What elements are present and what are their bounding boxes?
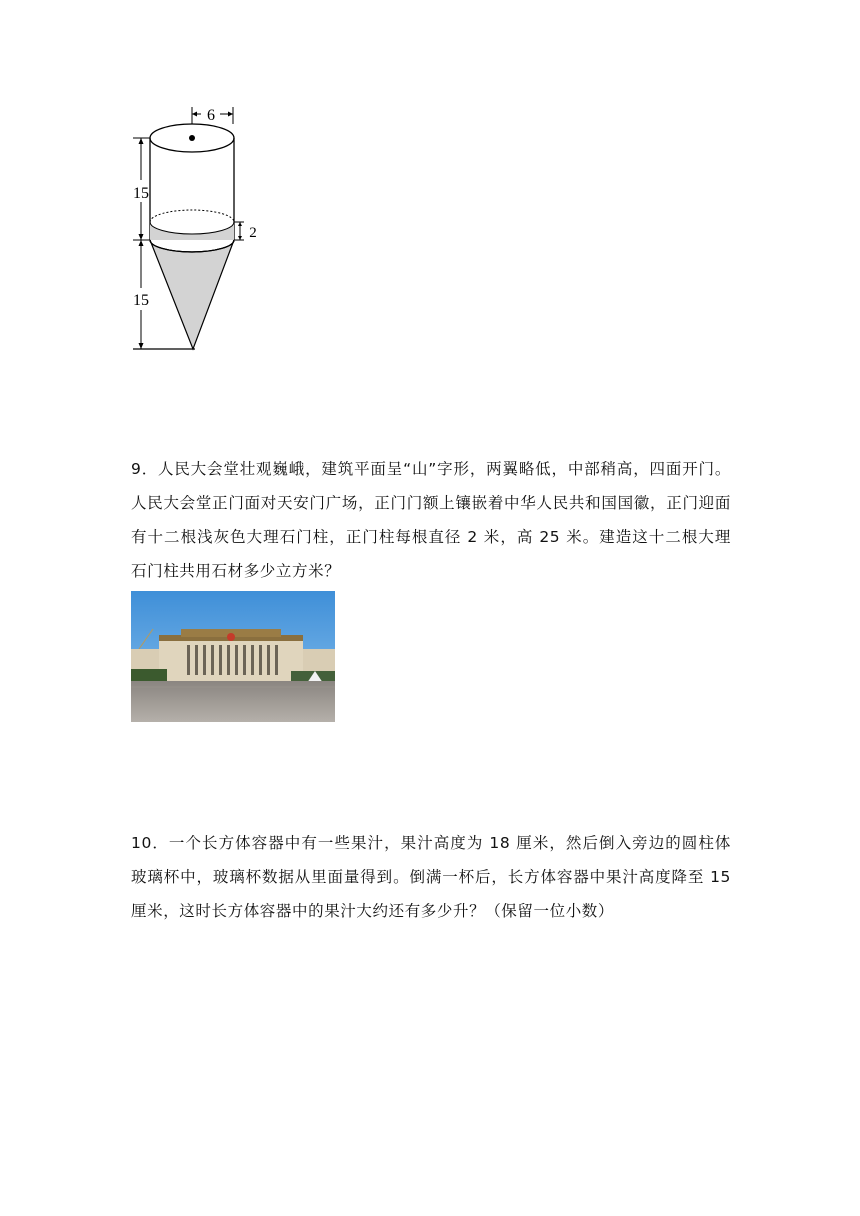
cylinder-cone-figure — [120, 100, 280, 360]
radius-label: 6 — [207, 107, 215, 124]
great-hall-photo — [131, 591, 335, 722]
water-gap-label: 2 — [249, 225, 257, 241]
cone-height-label: 15 — [133, 292, 149, 309]
question-10-text: 10．一个长方体容器中有一些果汁，果汁高度为 18 厘米，然后倒入旁边的圆柱体玻璃杯中，玻璃杯数据从里面量得到。倒满一杯后，长方体容器中果汁高度降至 15 厘米，这时长方体容器中的果汁大约还有多少升？（保留一位小数） — [131, 834, 731, 920]
upper-height-label: 15 — [133, 185, 149, 202]
question-9-text: 9．人民大会堂壮观巍峨，建筑平面呈“山”字形，两翼略低，中部稍高，四面开门。人民大会堂正门面对天安门广场，正门门额上镶嵌着中华人民共和国国徽，正门迎面有十二根浅灰色大理石门柱，正门柱每根直径 2 米，高 25 米。建造这十二根大理石门柱共用石材多少立方米？ — [131, 460, 731, 580]
